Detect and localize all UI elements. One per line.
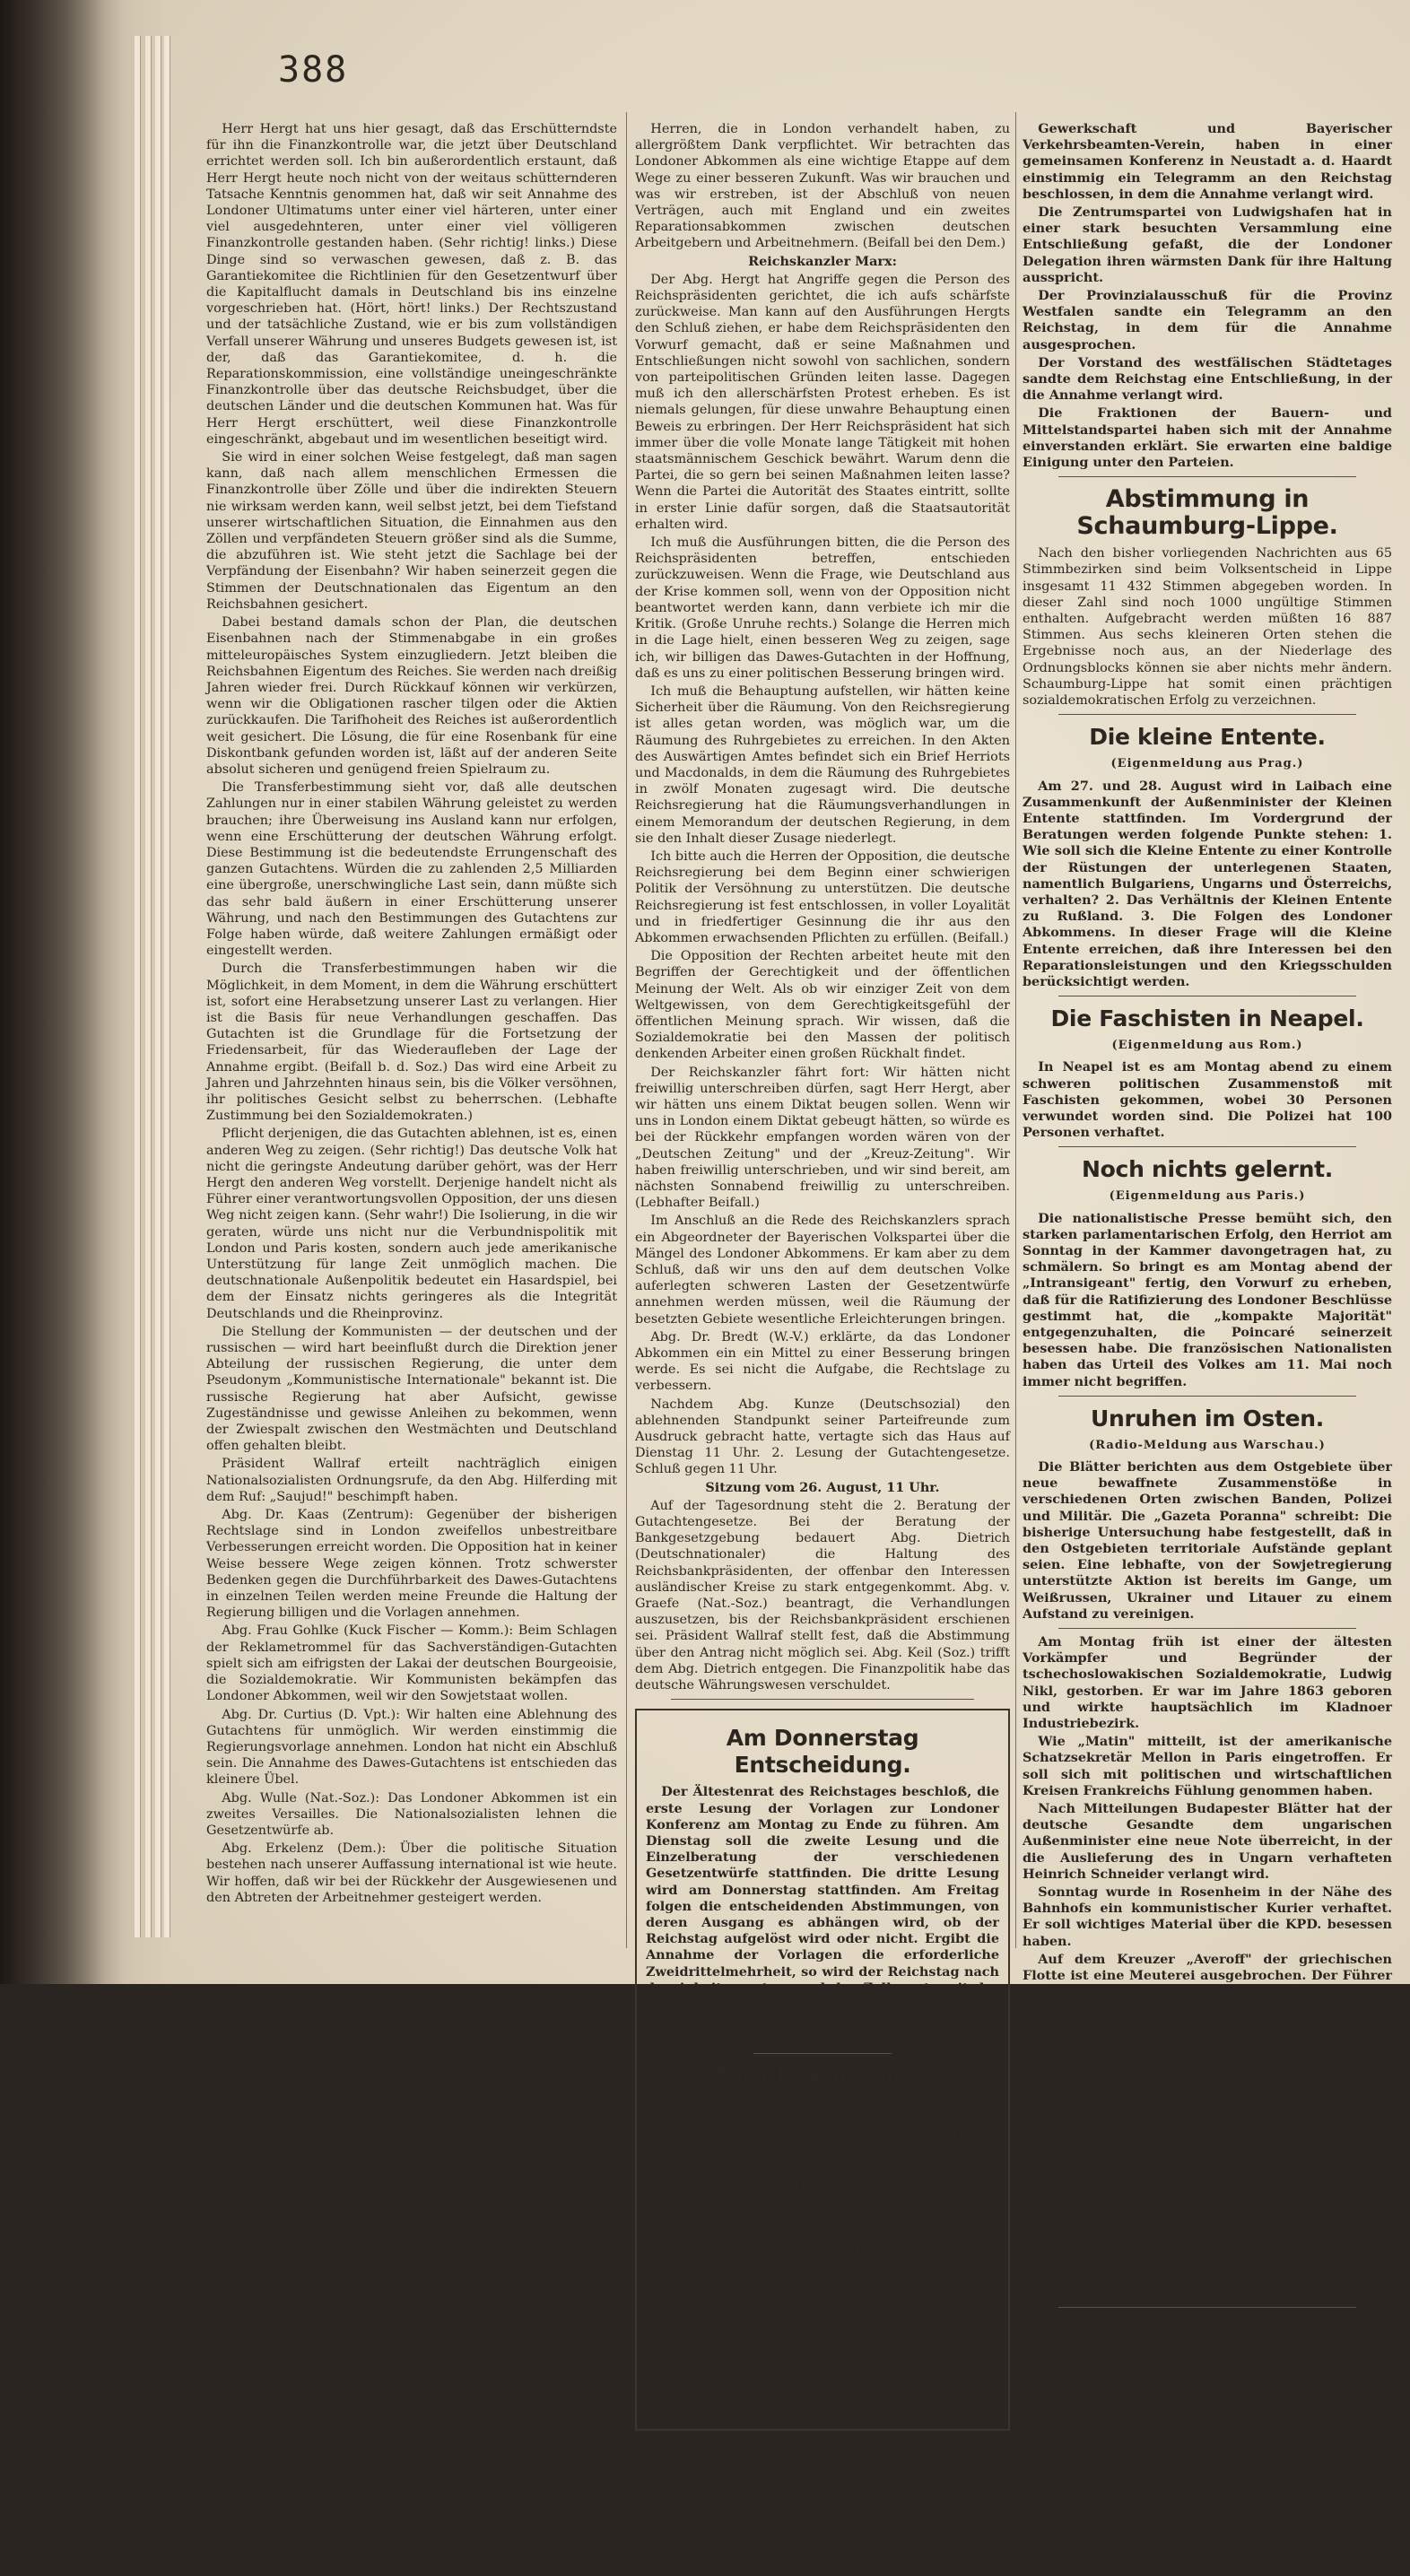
paragraph: Abg. Dr. Curtius (D. Vpt.): Wir halten eine Ablehnung des Gutachtens für unmöglich. Wir werden einstimmig die Regierungsvorlage annehmen. London hat nicht ein Abschluß sein. Die Annahme des Dawes-Gutachtens ist entschieden das kleinere Übel.	[206, 1707, 617, 1788]
paragraph: Die Stellung der Kommunisten — der deutschen und der russischen — wird hart beeinflußt durch die Direktion jener Abteilung der russischen Regierung, die unter dem Pseudonym „Kommunistische Internationale" bekannt ist. Die russische Regierung hat aber Aufsicht, gewisse Zugeständnisse und gewisse Anleihen zu bekommen, wenn der Zwiespalt zwischen den Westmächten und Deutschland offen gehalten bleibt.	[206, 1324, 617, 1454]
newspaper-page	[170, 0, 1410, 2575]
column-rule	[1015, 112, 1016, 1948]
paragraph: Abg. Erkelenz (Dem.): Über die politische Situation bestehen nach unserer Auffassung international ist wie heute. Wir hoffen, daß wir bei der Rückkehr der Ausgewiesenen und den Abtreten der Arbeitnehmer gesteigert werden.	[206, 1841, 617, 1905]
paragraph: Ich bitte auch die Herren der Opposition, die deutsche Reichsregierung bei dem Beginn einer schwierigen Politik der Versöhnung zu unterstützen. Die deutsche Reichsregierung ist fest entschlossen, in voller Loyalität und in friedfertiger Gesinnung die ihr aus den Abkommen erwachsenden Pflichten zu erfüllen. (Beifall.)	[635, 849, 1010, 945]
paragraph: Am 27. und 28. August wird in Laibach eine Zusammenkunft der Außenminister der Kleinen Entente stattfinden. Im Vordergrund der Beratungen werden folgende Punkte stehen: 1. Wie soll sich die Kleine Entente zu einer Kontrolle der Rüstungen der unterlegenen Staaten, namentlich Bulgariens, Ungarns und Österreichs, verhalten? 2. Das Verhältnis der Kleinen Entente zu Rußland. 3. Die Folgen des Londoner Abkommens. In dieser Frage will die Kleine Entente erreichen, daß ihre Interessen bei den Reparationsleistungen und den Kriegsschulden berücksichtigt werden.	[1023, 778, 1392, 989]
paragraph: Wie „Matin" mitteilt, ist der amerikanische Schatzsekretär Mellon in Paris eingetroffen. Er soll sich mit politischen und wirtschaftlichen Kreisen Frankreichs Fühlung genommen haben.	[1023, 1734, 1392, 1798]
paragraph: Die Blätter berichten aus dem Ostgebiete über neue bewaffnete Zusammenstöße in verschiedenen Orten zwischen Banden, Polizei und Militär. Die „Gazeta Poranna" schreibt: Die bisherige Untersuchung habe festgestellt, daß in den Ostgebieten territoriale Aufstände geplant seien. Eine lebhafte, von der Sowjetregierung unterstützte Aktion ist bereits im Gange, um Weißrussen, Ukrainer und Litauer zu einem Aufstand zu vereinigen.	[1023, 1459, 1392, 1622]
paragraph: Der Reichskanzler fährt fort: Wir hätten nicht freiwillig unterschreiben dürfen, sagt Herr Hergt, aber wir hätten uns einem Diktat beugen sollen. Wenn wir uns in London einem Diktat gebeugt hätten, so würde es bei der Rückkehr empfangen worden wären von der „Deutschen Zeitung" und der „Kreuz-Zeitung". Wir haben freiwillig unterschrieben, und wir sind bereit, am nächsten Sonnabend freiwillig zu unterschreiben. (Lebhafter Beifall.)	[635, 1065, 1010, 1211]
paragraph: Die Zentrumspartei von Ludwigshafen hat in einer stark besuchten Versammlung eine Entschließung gefaßt, die der Londoner Delegation ihren wärmsten Dank für ihre Haltung ausspricht.	[1023, 205, 1392, 285]
paragraph: Die Transferbestimmung sieht vor, daß alle deutschen Zahlungen nur in einer stabilen Währung geleistet zu werden brauchen; ihre Überweisung ins Ausland kann nur erfolgen, wenn eine Erschütterung der deutschen Währung erfolgt. Diese Bestimmung ist die bedeutendste Errungenschaft des ganzen Gutachtens. Würden die zu zahlenden 2,5 Milliarden eine übergroße, unerschwingliche Last sein, dann müßte sich das sehr bald äußern in einer Erschütterung unserer Währung, und nach den Bestimmungen des Gutachtens zur Folge haben würde, daß weitere Zahlungen ermäßigt oder eingestellt werden.	[206, 780, 617, 959]
column-rule	[626, 112, 627, 1948]
headline-windhose: Drei Personen durch eine Windhose getötet.	[1055, 2473, 1360, 2488]
paragraph: Der Provinzialausschuß für die Provinz Westfalen sandte ein Telegramm an den Reichstag, in dem für die Annahme ausgesprochen.	[1023, 288, 1392, 352]
paragraph: In Neapel ist es am Montag abend zu einem schweren politischen Zusammenstoß mit Faschisten gekommen, wobei 30 Personen verwundet worden sind. Die Polizei hat 100 Personen verhaftet.	[1023, 1059, 1392, 1141]
paragraph: Sonntag wurde in Rosenheim in der Nähe des Bahnhofs ein kommunistischer Kurier verhaftet. Er soll wichtiges Material über die KPD. besessen haben.	[1023, 1884, 1392, 1949]
page-edge	[145, 36, 152, 1937]
headline-schaumburg: Abstimmung in Schaumburg-Lippe.	[1076, 485, 1338, 541]
page-edge	[164, 36, 170, 1937]
paragraph: Die nationalistische Presse bemüht sich, den starken parlamentarischen Erfolg, den Herriot am Sonntag in der Kammer davongetragen hat, zu schmälern. So bringt es am Montag abend der „Intransigeant" fertig, den Vorwurf zu erheben, daß für die Ratifizierung des Londoner Beschlüsse gestimmt hat, die „kompakte Majorität" entgegenzuhalten, die Poincaré seinerzeit besessen habe. Die französischen Nationalisten haben das Urteil des Volkes am 11. Mai noch immer nicht begriffen.	[1023, 1210, 1392, 1389]
column-1	[206, 121, 617, 1948]
paragraph: Aus Wittenberg wird gemeldet: Das Flugzeug „D 149" der Aero-Lloyd-Aktien-Gesellschaft ist gestern nachmittag auf der Fahrt von Berlin nach Halle in der Nähe von Wittenberg abgestürzt. Der Führer des Flugzeuges wurde schwer verletzt in das Wittenberger Krankenhaus gebracht; die Passagiere kamen mit leichten Verletzungen davon.	[1023, 2350, 1392, 2463]
paragraph: Die Betriebsräte und die freigewerkschaftlichen Funktionäre des Wirtschaftsbezirks Mainz haben einstimmig eine Entschließung angenommen, in der die schleunige Annahme der Gesetze zu den Londoner Abmachungen im Interesse der Erwerbslosen und der Kurzarbeiter im besetzten Gebiet und im ganzen Reich gefordert wird. Der Kreisvorstand der Sozialdemokratischen Partei von Bochum und Gelsenkirchen richtete ein Telegramm an den Reichstag: „Die Sozialdemokratie fordert, daß die Parteien des Reichstages das Londoner Abkommen annehmen." Das Organ des „Verbandes der Bergarbeiter Deutschlands", die „Bergarbeiter-Zeitung", spricht sich ebenfalls für die Annahme des Abkommens aus. Die vier Eisenbahnerorganisationen der Pfalz, Deutscher Eisenbahner-Verband, Bayerischer Eisenbahner-Verband, fordern die Annahme der Vorlagen.	[646, 2094, 999, 2421]
paragraph: Dabei bestand damals schon der Plan, die deutschen Eisenbahnen nach der Stimmenabgabe in ein großes mitteleuropäisches System einzugliedern. Jetzt bleiben die Reichsbahnen Eigentum des Reiches. Sie werden nach dreißig Jahren wieder frei. Durch Rückkauf können wir verkürzen, wenn wir die Obligationen rascher tilgen oder die Aktien zurückkaufen. Die Tarifhoheit des Reiches ist außerordentlich weit gesichert. Die Lösung, die für eine Rosenbank für eine Diskontbank gefunden worden ist, läßt auf der anderen Seite absolut sicheren und genügend freien Spielraum zu.	[206, 615, 617, 777]
paragraph: Sie wird in einer solchen Weise festgelegt, daß man sagen kann, daß nach allem menschlichen Ermessen die Finanzkontrolle über Zölle und über die indirekten Steuern nie wirksam werden kann, weil selbst jetzt, bei dem Tiefstand unserer wirtschaftlichen Situation, die Einnahmen aus den Zöllen und verpfändeten Steuern größer sind als die Summe, die abzuführen ist. Wie steht jetzt die Sachlage bei der Verpfändung der Eisenbahn? Wir haben seinerzeit gegen die Stimmen der Deutschnationalen das Eigentum an den Reichsbahnen gesichert.	[206, 450, 617, 612]
paragraph: Der Ältestenrat des Reichstages beschloß, die erste Lesung der Vorlagen zur Londoner Konferenz am Montag zu Ende zu führen. Am Dienstag soll die zweite Lesung und die Einzelberatung der verschiedenen Gesetzentwürfe stattfinden. Die dritte Lesung wird am Donnerstag stattfinden. Am Freitag folgen die entscheidenden Abstimmungen, von deren Ausgang es abhängen wird, ob der Reichstag aufgelöst wird oder nicht. Ergibt die Annahme der Vorlagen die erforderliche Zweidrittelmehrheit, so wird der Reichstag nach das Arbeitsgesetzes und das Zollgesetz mit der umfassenden verabschieden, verabschließen allerdings nur in erster Lesung, nach Angriff nehmen.	[646, 1784, 999, 2045]
paragraph: „Messaggero" berichtet, daß an der Südküste von Grönland mit seinem Geschwader vom Kreuzer „Richmond" ausgelaufen sein Flieger Locatelli gegen 3 Tage und Nächte auf den Wellen getrieben. Das Flugzeug ist vollständig zerstört.	[1023, 2153, 1392, 2234]
headline-osten: Unruhen im Osten.	[1090, 1405, 1325, 1432]
paragraph: Abg. Dr. Bredt (W.-V.) erklärte, da das Londoner Abkommen ein ein Mittel zu einer Besserung bringen werde. Es sei nicht die Aufgabe, die Rechtslage zu verbessern.	[635, 1329, 1010, 1394]
paragraph: Im Anschluß an die Rede des Reichskanzlers sprach ein Abgeordneter der Bayerischen Volkspartei über die Mängel des Londoner Abkommens. Er kam aber zu dem Schluß, daß wir uns den auf dem deutschen Volke auferlegten schweren Lasten der Gesetzentwürfe annehmen werden müssen, weil die Räumung der besetzten Gebiete wesentliche Erleichterungen bringen.	[635, 1214, 1010, 1327]
divider	[671, 1699, 974, 1700]
session-heading: Sitzung vom 26. August, 11 Uhr.	[705, 1479, 940, 1495]
divider	[1058, 714, 1356, 715]
paragraph: Eine neuere Meldung besagt: Nachdem der Kommandant des Schlachtschiffes „Averoff", Kapitän Kollatsis, sich für die Regierung erklärt hat, ist die Meuterei beigelegt worden.	[1023, 2018, 1392, 2084]
headline-annahme: Für die Annahme.	[712, 2062, 933, 2089]
paragraph: Die Opposition der Rechten arbeitet heute mit den Begriffen der Gerechtigkeit und der öffentlichen Meinung der Welt. Als ob wir einziger Zeit von dem Weltgewissen, von dem Gerechtigkeitsgefühl der öffentlichen Meinung sprach. Wir wissen, daß die Sozialdemokratie bei den Massen der politisch denkenden Arbeiter einen großen Rückhalt findet.	[635, 949, 1010, 1062]
speaker-heading: Reichskanzler Marx:	[748, 253, 897, 269]
paragraph: Abg. Wulle (Nat.-Soz.): Das Londoner Abkommen ist ein zweites Versailles. Die Nationalsozialisten lehnen die Gesetzentwürfe ab.	[206, 1790, 617, 1838]
paragraph: In Narbonne, einem der Zentren des französischen Weinbaues, sind die Winzer in den Streik getreten, um den Abschluß eines Arbeitsvertrages zu erzwingen.	[1023, 2085, 1392, 2151]
paragraph: Pflicht derjenigen, die das Gutachten ablehnen, ist es, einen anderen Weg zu zeigen. (Sehr richtig!) Das deutsche Volk hat nicht die geringste Andeutung darüber gehört, was der Herr Hergt den anderen Weg vorstellt. Derjenige handelt nicht als Führer einer verantwortungsvollen Opposition, der uns diesen Weg nicht zeigen kann. (Sehr wahr!) Die Isolierung, in die wir geraten, würde uns nicht nur die Verbundnispolitik mit London und Paris kosten, sondern auch jede amerikanische Unterstützung für lange Zeit unmöglich machen. Die deutschnationale Außenpolitik bedeutet ein Hasardspiel, bei dem der Einsatz nichts geringeres als die Integrität Deutschlands und die Rheinprovinz.	[206, 1127, 617, 1321]
paragraph: Der Abg. Hergt hat Angriffe gegen die Person des Reichspräsidenten gerichtet, die ich aufs schärfste zurückweise. Man kann auf den Ausführungen Hergts den Schluß ziehen, er habe dem Reichspräsidenten den Vorwurf gemacht, daß er seine Maßnahmen und Entschließungen nicht sowohl von sachlichen, sondern von parteipolitischen Gründen leiten lasse. Dagegen muß ich den allerschärfsten Protest erheben. Es ist niemals gelungen, für diese unwahre Behauptung einen Beweis zu erbringen. Der Herr Reichspräsident hat sich immer über die volle Monate lange Tätigkeit mit hohen staatsmännischem Geschick bewährt. Warum denn die Partei, die so gern bei seinen Maßnahmen leiten lasse? Wenn die Partei die Autorität des Staates eintritt, sollte in erster Linie dafür sorgen, daß die Staatsautorität erhalten wird.	[635, 272, 1010, 532]
paragraph: Herr Hergt hat uns hier gesagt, daß das Erschütterndste für ihn die Finanzkontrolle war, die jetzt über Deutschland errichtet werden soll. Ich bin außerordentlich erstaunt, daß Herr Hergt heute noch nicht von der weitaus schütternderen Tatsache Kenntnis genommen hat, daß wir seit Annahme des Londoner Ultimatums unter einer viel härteren, unter einer viel ausgedehnteren, unter einer viel völligeren Finanzkontrolle gestanden haben. (Sehr richtig! links.) Diese Dinge sind so verwaschen gewesen, daß z. B. das Garantiekomitee die Richtlinien für den Gesetzentwurf über die Kapitalflucht damals in Deutschland bis ins einzelne vorgeschrieben hat. (Hört, hört! links.) Der Rechtszustand und der tatsächliche Zustand, wie er bis zum vollständigen Verfall unserer Währung und unseres Budgets gewesen ist, ist der, daß das Garantiekomitee, d. h. die Reparationskommission, eine vollständige uneingeschränkte Finanzkontrolle über das deutsche Reichsbudget, über die deutschen Länder und die deutschen Kommunen hat. Was für Herr Hergt erschüttert, weil diese Finanzkontrolle eingeschränkt, abgebaut und im wesentlichen beseitigt wird.	[206, 122, 617, 447]
headline-entente: Die kleine Entente.	[1089, 724, 1326, 751]
paragraph: Die Fraktionen der Bauern- und Mittelstandspartei haben sich mit der Annahme einverstanden erklärt. Sie erwarten eine baldige Einigung unter den Parteien.	[1023, 405, 1392, 471]
dateline-neapel: (Eigenmeldung aus Rom.)	[1111, 1039, 1303, 1053]
headline-donnerstag: Am Donnerstag Entscheidung.	[726, 1725, 919, 1779]
paragraph: Beim vorgestrigen Wettlauf über 100 Meter im Charlottenburger Stadion siegte der bekannte Sprinter Houben-Krefeld in 10,6 Sekunden gegen Carr-Australien und Porritt-Neuseeland.	[1023, 2236, 1392, 2301]
paragraph: Ich muß die Behauptung aufstellen, wir hätten keine Sicherheit über die Räumung. Von den Reichsregierung ist alles getan worden, was möglich war, um die Räumung des Ruhrgebietes zu erreichen. In den Akten des Auswärtigen Amtes befindet sich ein Brief Herriots und Macdonalds, in dem die Räumung des Ruhrgebietes in zwölf Monaten zugesagt wird. Die deutsche Reichsregierung hat die Räumungsverhandlungen in einem Memorandum der deutschen Regierung, in dem sie den Inhalt dieser Zusage niederlegt.	[635, 683, 1010, 846]
page-edge	[155, 36, 161, 1937]
headline-neapel: Die Faschisten in Neapel.	[1050, 1005, 1364, 1032]
divider	[1058, 1628, 1356, 1629]
paragraph: Der Vorstand des westfälischen Städtetages sandte dem Reichstag eine Entschließung, in der die Annahme verlangt wird.	[1023, 354, 1392, 404]
paragraph: Durch die Transferbestimmungen haben wir die Möglichkeit, in dem Moment, in dem die Währung erschüttert ist, sofort eine Herabsetzung unserer Last zu verlangen. Hier ist die Basis für neue Verhandlungen geschaffen. Das Gutachten ist die Grundlage für die Fortsetzung der Friedensarbeit, für das Wiederaufleben der Lage der Annahme ergibt. (Beifall b. d. Soz.) Das wird eine Arbeit zu Jahren und Jahrzehnten hinaus sein, bis die Völker versöhnen, ihr politisches Gesicht selbst zu beherrschen. (Lebhafte Zustimmung bei den Sozialdemokraten.)	[206, 962, 617, 1124]
paragraph: Auf der Tagesordnung steht die 2. Beratung der Gutachtengesetze. Bei der Beratung der Bankgesetzgebung bedauert Abg. Dietrich (Deutschnationaler) die Haltung des Reichsbankpräsidenten, der offenbar den Interessen ausländischer Kreise zu stark entgegenkommt. Abg. v. Graefe (Nat.-Soz.) beantragt, die Verhandlungen auszusetzen, bis der Reichsbankpräsident erschienen sei. Präsident Wallraf stellt fest, daß die Abstimmung über den Antrag nicht möglich sei. Abg. Keil (Soz.) trifft dem Abg. Dietrich entgegen. Die Finanzpolitik habe das deutsche Währungswesen verschuldet.	[635, 1498, 1010, 1693]
paragraph: Nachdem Abg. Kunze (Deutschsozial) den ablehnenden Standpunkt seiner Parteifreunde zum Ausdruck gebracht hatte, vertagte sich das Haus auf Dienstag 11 Uhr. 2. Lesung der Gutachtengesetze. Schluß gegen 11 Uhr.	[635, 1397, 1010, 1477]
paragraph: Aus Neuyork wird gemeldet: Durch eine Windhose ist die Kirche von Saint Patrick in Indiana eingestürzt, in die sich beim Herannahen des Sturmes gegen 100 Einwohner geflüchtet hatten. 10 Personen wurden verletzt, drei sind getötet.	[1023, 2494, 1392, 2575]
column-3	[1023, 121, 1392, 2575]
divider	[1058, 1146, 1356, 1147]
divider	[1058, 2307, 1356, 2308]
divider	[1058, 1396, 1356, 1397]
paragraph: Herren, die in London verhandelt haben, zu allergrößtem Dank verpflichtet. Wir betrachten das Londoner Abkommen als eine wichtige Etappe auf dem Wege zu einer besseren Zukunft. Was wir brauchen und was wir erstreben, ist der Abschluß von neuen Verträgen, auch mit England und ein zweites Reparationsabkommen zwischen deutschen Arbeitgebern und Arbeitnehmern. (Beifall bei den Dem.)	[635, 122, 1010, 251]
box-donnerstag	[635, 1709, 1010, 2430]
book-binding	[0, 0, 188, 1984]
headline-flugzeug: Flugzeug abgestürzt.	[1113, 2320, 1301, 2340]
dateline-osten: (Radio-Meldung aus Warschau.)	[1089, 1438, 1326, 1452]
divider	[1058, 476, 1356, 477]
paragraph: Am Montag früh ist einer der ältesten Vorkämpfer und Begründer der tschechoslowakischen Sozialdemokratie, Ludwig Nikl, gestorben. Er war im Jahre 1863 geboren und wirkte hauptsächlich im Kladnoer Industriebezirk.	[1023, 1634, 1392, 1732]
paragraph: Präsident Wallraf erteilt nachträglich einigen Nationalsozialisten Ordnungsrufe, da den Abg. Hilferding mit dem Ruf: „Saujud!" beschimpft haben.	[206, 1457, 617, 1504]
dateline-entente: (Eigenmeldung aus Prag.)	[1110, 757, 1304, 771]
paragraph: Ich muß die Ausführungen bitten, die die Person des Reichspräsidenten betreffen, entschieden zurückzuweisen. Wenn die Frage, wie Deutschland aus der Krise kommen soll, wenn von der Opposition nicht beantwortet werden kann, dann verbiete ich mir die Kritik. (Große Unruhe rechts.) Solange die Herren mich in die Lage hielt, einen besseren Weg zu zeigen, sage ich, wir billigen das Dawes-Gutachten in der Hoffnung, daß es uns zu einer politischen Besserung bringen wird.	[635, 535, 1010, 681]
divider	[753, 2053, 892, 2054]
page-edge	[135, 36, 141, 1937]
paragraph: Abg. Frau Gohlke (Kuck Fischer — Komm.): Beim Schlagen der Reklametrommel für das Sachverständigen-Gutachten spielt sich am eifrigsten der Lakai der deutschen Bourgeoisie, die Sozialdemokratie. Wir Kommunisten bekämpfen das Londoner Abkommen, weil wir den Sowjetstaat wollen.	[206, 1623, 617, 1704]
column-2	[635, 121, 1010, 2421]
headline-gelernt: Noch nichts gelernt.	[1082, 1156, 1333, 1183]
paragraph: Abg. Dr. Kaas (Zentrum): Gegenüber der bisherigen Rechtslage sind in London zweifellos unbestreitbare Verbesserungen erreicht worden. Die Opposition hat in keiner Weise bessere Wege zeigen können. Trotz schwerster Bedenken gegen die Durchführbarkeit des Dawes-Gutachtens in einzelnen Teilen werden meine Freunde die Haltung der Regierung billigen und die Vorlagen annehmen.	[206, 1508, 617, 1621]
dateline-gelernt: (Eigenmeldung aus Paris.)	[1109, 1189, 1306, 1204]
paragraph: Nach den bisher vorliegenden Nachrichten aus 65 Stimmbezirken sind beim Volksentscheid in Lippe insgesamt 11 432 Stimmen abgegeben worden. In dieser Zahl sind noch 1000 ungültige Stimmen enthalten. Aufgebracht werden müßten 16 887 Stimmen. Aus sechs kleineren Orten stehen die Ergebnisse noch aus, an der Niederlage des Ordnungsblocks können sie aber nichts mehr ändern. Schaumburg-Lippe hat somit einen prächtigen sozialdemokratischen Erfolg zu verzeichnen.	[1023, 546, 1392, 709]
paragraph: Gewerkschaft und Bayerischer Verkehrsbeamten-Verein, haben in einer gemeinsamen Konferenz in Neustadt a. d. Haardt einstimmig ein Telegramm an den Reichstag beschlossen, in dem die Annahme verlangt wird.	[1023, 121, 1392, 202]
paragraph: Nach Mitteilungen Budapester Blätter hat der deutsche Gesandte dem ungarischen Außenminister eine neue Note überreicht, in der die Auslieferung des in Ungarn verhafteten Heinrich Schneider verlangt wird.	[1023, 1801, 1392, 1882]
paragraph: Auf dem Kreuzer „Averoff" der griechischen Flotte ist eine Meuterei ausgebrochen. Der Führer dieser Bewegung ist der Kapitän Kollatsis, der gegen die Regierung einen Putsch geplant hat.	[1023, 1951, 1392, 2016]
page-number: 388	[278, 49, 349, 91]
